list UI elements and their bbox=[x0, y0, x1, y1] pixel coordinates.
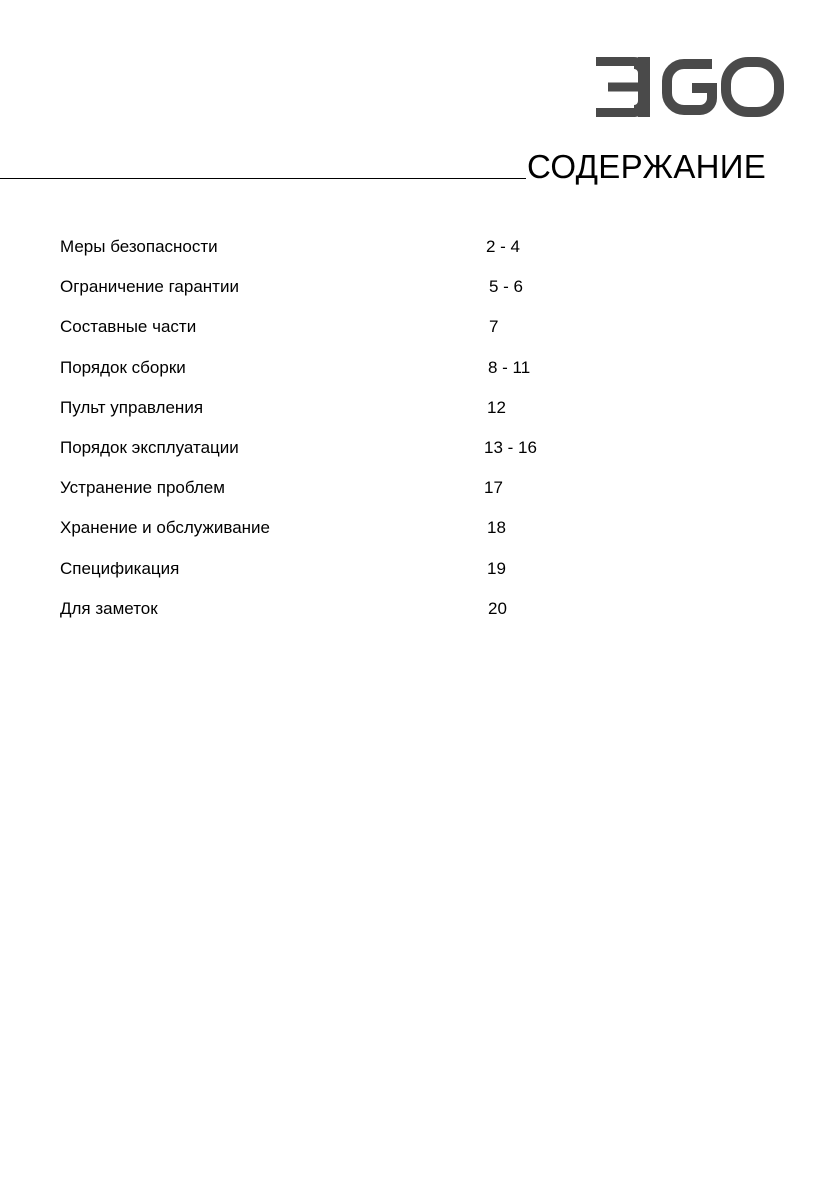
logo-letter-o bbox=[726, 62, 779, 112]
toc-entry-title: Порядок сборки bbox=[60, 357, 186, 377]
toc-entry-pages: 18 bbox=[487, 518, 506, 538]
toc-entry-title: Составные части bbox=[60, 317, 197, 337]
title-divider bbox=[0, 178, 526, 179]
toc-entry-pages: 7 bbox=[489, 317, 499, 337]
ego-logo-mark bbox=[592, 57, 784, 117]
toc-entry-assembly[interactable] bbox=[60, 356, 580, 396]
toc-entry-safety[interactable] bbox=[60, 235, 580, 275]
toc-entry-title: Порядок эксплуатации bbox=[60, 437, 239, 457]
toc-entry-troubleshooting[interactable] bbox=[60, 476, 580, 516]
toc-entry-title: Спецификация bbox=[60, 558, 180, 578]
toc-entry-pages: 17 bbox=[484, 478, 503, 498]
logo-letter-e bbox=[596, 57, 650, 117]
toc-entry-pages: 8 - 11 bbox=[488, 357, 531, 377]
toc-entry-title: Меры безопасности bbox=[60, 237, 218, 256]
toc-entry-title: Хранение и обслуживание bbox=[60, 518, 270, 538]
toc-entry-specification[interactable] bbox=[60, 557, 580, 597]
logo-letter-g bbox=[667, 64, 712, 110]
toc-entry-notes[interactable] bbox=[60, 597, 580, 637]
toc-entry-storage[interactable] bbox=[60, 516, 580, 556]
toc-entry-components[interactable] bbox=[60, 315, 580, 355]
toc-entry-operation[interactable] bbox=[60, 436, 580, 476]
page-title: СОДЕРЖАНИЕ bbox=[527, 148, 767, 185]
toc-entry-title: Ограничение гарантии bbox=[60, 277, 239, 297]
toc-entry-pages: 12 bbox=[487, 397, 506, 417]
toc-entry-pages: 5 - 6 bbox=[489, 277, 524, 297]
toc-entry-warranty[interactable] bbox=[60, 275, 580, 315]
toc-entry-pages: 2 - 4 bbox=[486, 237, 521, 256]
toc-entry-pages: 19 bbox=[487, 558, 506, 578]
table-of-contents bbox=[60, 235, 580, 637]
logo-text bbox=[784, 57, 785, 58]
toc-entry-title: Пульт управления bbox=[60, 397, 204, 417]
toc-entry-pages: 20 bbox=[488, 598, 507, 618]
toc-entry-title: Устранение проблем bbox=[60, 478, 225, 498]
toc-entry-title: Для заметок bbox=[60, 598, 158, 618]
brand-logo bbox=[592, 57, 784, 117]
toc-entry-pages: 13 - 16 bbox=[484, 437, 537, 457]
toc-entry-control-panel[interactable] bbox=[60, 396, 580, 436]
